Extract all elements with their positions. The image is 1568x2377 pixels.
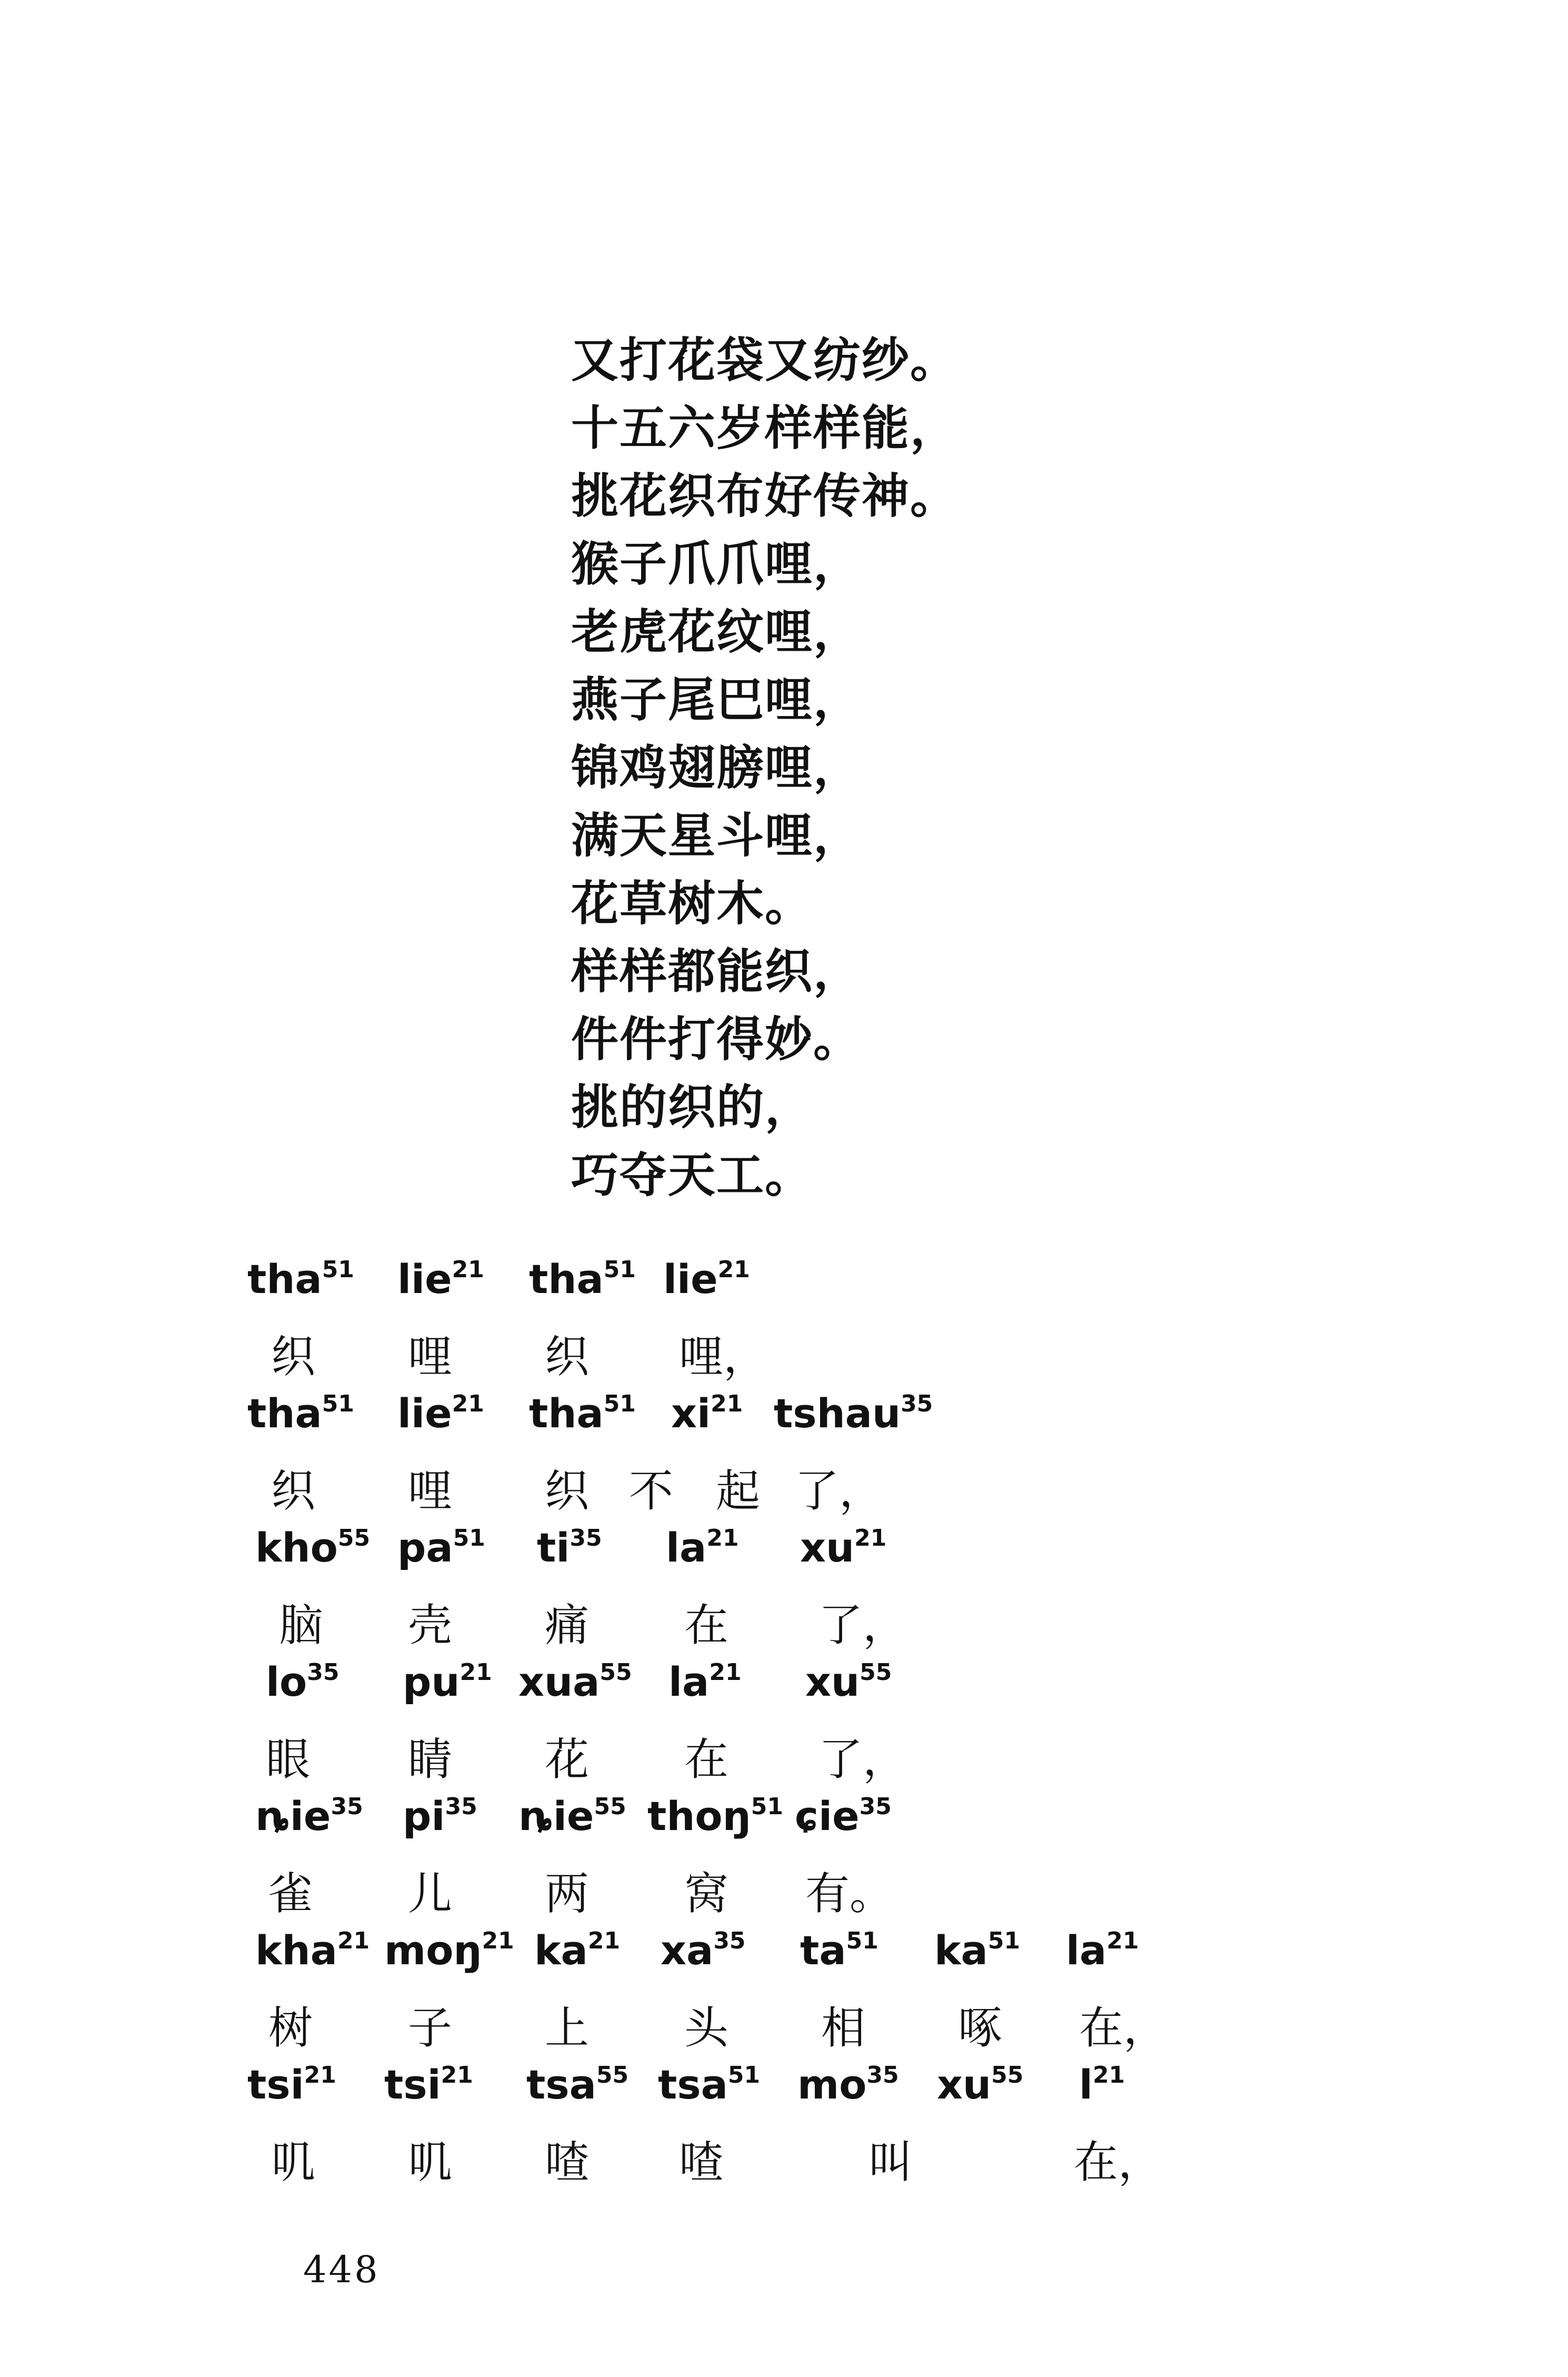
syllable-text: tsi — [384, 2061, 441, 2108]
syllable — [247, 1256, 354, 1302]
syllable — [384, 1927, 514, 1974]
tone-number: 35 — [570, 1525, 602, 1551]
poem-line: 挑的织的， — [571, 1080, 813, 1135]
syllable-text: tsi — [247, 2061, 304, 2108]
poem-line: 锦鸡翅膀哩， — [571, 740, 862, 795]
tone-number: 35 — [901, 1390, 933, 1417]
poem-line: 件件打得妙。 — [571, 1012, 862, 1067]
tone-number: 51 — [727, 2062, 761, 2088]
tone-number: 21 — [854, 1525, 887, 1551]
syllable-text: la — [666, 1524, 707, 1571]
syllable — [1066, 1927, 1139, 1974]
syllable-text: ȵie — [255, 1793, 331, 1839]
syllable-text: xu — [805, 1658, 860, 1705]
tone-number: 21 — [717, 1256, 750, 1283]
gloss-character: 叫 — [868, 2136, 913, 2188]
syllable-text: tha — [529, 1390, 604, 1437]
tone-number: 21 — [452, 1256, 484, 1283]
gloss-character: 上 — [545, 2002, 590, 2054]
tone-number: 21 — [441, 2062, 473, 2088]
tone-number: 55 — [596, 2062, 629, 2088]
syllable-text: tsa — [526, 2061, 596, 2108]
syllable-text: xa — [661, 1927, 714, 1974]
gloss-character: 织 — [271, 1331, 316, 1383]
syllable — [647, 1793, 783, 1839]
gloss-character: 花 — [545, 1734, 590, 1785]
poem-line: 巧夺天工。 — [571, 1148, 813, 1203]
syllable-text: xua — [518, 1658, 600, 1705]
gloss-character: 窝 — [684, 1868, 729, 1919]
tone-number: 51 — [603, 1256, 636, 1283]
tone-number: 21 — [711, 1390, 743, 1417]
syllable — [537, 1524, 602, 1571]
syllable — [534, 1927, 620, 1974]
gloss-character: 雀 — [268, 1868, 313, 1919]
gloss-character: 树 — [268, 2002, 313, 2054]
gloss-character: 哩， — [679, 1331, 768, 1383]
syllable — [774, 1390, 933, 1437]
syllable — [529, 1256, 636, 1302]
tone-number: 21 — [482, 1927, 514, 1954]
poem-line: 燕子尾巴哩， — [571, 672, 862, 728]
syllable-text: tha — [529, 1256, 604, 1302]
syllable-text: pa — [397, 1524, 453, 1571]
tone-number: 21 — [460, 1659, 492, 1686]
syllable-text: xu — [937, 2061, 992, 2108]
gloss-character: 痛 — [545, 1599, 590, 1651]
tone-number: 35 — [307, 1659, 339, 1686]
page-number: 448 — [303, 2248, 380, 2291]
syllable — [255, 1927, 369, 1974]
gloss-character: 喳 — [545, 2136, 590, 2188]
gloss-character: 在， — [1074, 2136, 1163, 2188]
syllable — [934, 1927, 1020, 1974]
gloss-character: 头 — [684, 2002, 729, 2054]
gloss-character: 哩 — [408, 1465, 453, 1517]
syllable — [795, 1793, 892, 1839]
gloss-character: 了， — [818, 1599, 907, 1651]
syllable-text: xi — [671, 1390, 711, 1437]
syllable-text: lie — [397, 1256, 452, 1302]
tone-number: 51 — [751, 1793, 783, 1820]
gloss-character: 脑 — [279, 1599, 324, 1651]
syllable-text: l — [1079, 2061, 1093, 2108]
poem-line: 又打花袋又纺纱。 — [571, 333, 958, 388]
syllable — [529, 1390, 636, 1437]
syllable — [397, 1390, 484, 1437]
tone-number: 51 — [987, 1927, 1021, 1954]
syllable-text: la — [1066, 1927, 1107, 1974]
syllable — [518, 1658, 632, 1705]
poem-line: 样样都能织， — [571, 944, 862, 999]
gloss-character: 织 — [545, 1331, 590, 1383]
tone-number: 21 — [1106, 1927, 1139, 1954]
syllable — [247, 2061, 336, 2108]
gloss-character: 在 — [684, 1599, 729, 1651]
gloss-character: 哩 — [408, 1331, 453, 1383]
syllable-text: tshau — [774, 1390, 901, 1437]
syllable — [384, 2061, 473, 2108]
poem-line: 十五六岁样样能， — [571, 401, 958, 456]
tone-number: 21 — [304, 2062, 336, 2088]
syllable — [255, 1793, 363, 1839]
syllable — [658, 2061, 760, 2108]
syllable — [266, 1658, 339, 1705]
tone-number: 51 — [453, 1525, 485, 1551]
gloss-character: 儿 — [408, 1868, 453, 1919]
tone-number: 35 — [445, 1793, 477, 1820]
tone-number: 21 — [337, 1927, 370, 1954]
syllable-text: tha — [247, 1256, 322, 1302]
tone-number: 55 — [594, 1793, 626, 1820]
syllable-text: ta — [800, 1927, 846, 1974]
syllable-text: tha — [247, 1390, 322, 1437]
syllable — [661, 1927, 746, 1974]
gloss-character: 啄 — [958, 2002, 1003, 2054]
syllable — [1079, 2061, 1125, 2108]
syllable-text: ti — [537, 1524, 570, 1571]
gloss-character: 叽 — [408, 2136, 453, 2188]
syllable-text: lie — [397, 1390, 452, 1437]
syllable-text: lie — [663, 1256, 718, 1302]
syllable — [666, 1524, 739, 1571]
tone-number: 35 — [866, 2062, 899, 2088]
tone-number: 21 — [709, 1659, 742, 1686]
syllable-text: mo — [797, 2061, 867, 2108]
poem-stanza — [571, 326, 958, 1209]
poem-line: 满天星斗哩， — [571, 808, 862, 863]
gloss-character: 睛 — [408, 1734, 453, 1785]
syllable — [403, 1793, 477, 1839]
gloss-character: 眼 — [266, 1734, 311, 1785]
gloss-character: 在， — [1079, 2002, 1168, 2054]
gloss-character: 织 — [545, 1465, 590, 1517]
syllable-text: ka — [534, 1927, 588, 1974]
tone-number: 35 — [713, 1927, 746, 1954]
tone-number: 55 — [600, 1659, 632, 1686]
syllable-text: ɕie — [795, 1793, 860, 1839]
syllable — [937, 2061, 1023, 2108]
tone-number: 51 — [322, 1390, 354, 1417]
gloss-character: 壳 — [408, 1599, 453, 1651]
syllable — [403, 1658, 492, 1705]
gloss-character: 叽 — [271, 2136, 316, 2188]
tone-number: 35 — [331, 1793, 363, 1820]
syllable-text: kho — [255, 1524, 338, 1571]
syllable-text: ȵie — [518, 1793, 594, 1839]
tone-number: 51 — [846, 1927, 878, 1954]
gloss-character: 了， — [818, 1734, 907, 1785]
syllable — [805, 1658, 892, 1705]
syllable — [797, 2061, 899, 2108]
tone-number: 51 — [322, 1256, 354, 1283]
gloss-character: 有。 — [805, 1868, 894, 1919]
gloss-character: 了， — [795, 1465, 884, 1517]
tone-number: 21 — [706, 1525, 739, 1551]
syllable-text: thoŋ — [647, 1793, 751, 1839]
syllable-text: pi — [403, 1793, 445, 1839]
syllable-text: la — [668, 1658, 710, 1705]
syllable-text: tsa — [658, 2061, 728, 2108]
tone-number: 21 — [452, 1390, 484, 1417]
gloss-character: 织 — [271, 1465, 316, 1517]
syllable — [668, 1658, 742, 1705]
poem-line: 花草树木。 — [571, 876, 813, 931]
poem-line: 挑花织布好传神。 — [571, 469, 958, 524]
syllable — [247, 1390, 354, 1437]
syllable-text: ka — [934, 1927, 988, 1974]
gloss-character: 相 — [821, 2002, 866, 2054]
syllable-text: kha — [255, 1927, 337, 1974]
tone-number: 35 — [859, 1793, 892, 1820]
syllable — [397, 1256, 484, 1302]
syllable-text: lo — [266, 1658, 307, 1705]
gloss-character: 喳 — [679, 2136, 724, 2188]
syllable — [671, 1390, 743, 1437]
gloss-character: 在 — [684, 1734, 729, 1785]
tone-number: 51 — [603, 1390, 636, 1417]
syllable — [518, 1793, 626, 1839]
gloss-character: 两 — [545, 1868, 590, 1919]
tone-number: 21 — [1093, 2062, 1125, 2088]
syllable — [526, 2061, 628, 2108]
syllable — [255, 1524, 370, 1571]
tone-number: 55 — [337, 1525, 371, 1551]
tone-number: 55 — [860, 1659, 892, 1686]
syllable — [397, 1524, 485, 1571]
syllable-text: moŋ — [384, 1927, 482, 1974]
gloss-character: 子 — [408, 2002, 453, 2054]
syllable — [663, 1256, 750, 1302]
syllable — [800, 1524, 886, 1571]
syllable — [800, 1927, 878, 1974]
poem-line: 老虎花纹哩， — [571, 604, 862, 660]
gloss-character: 起 — [716, 1465, 761, 1517]
tone-number: 21 — [587, 1927, 621, 1954]
syllable-text: pu — [403, 1658, 460, 1705]
tone-number: 55 — [991, 2062, 1024, 2088]
poem-line: 猴子爪爪哩， — [571, 536, 862, 592]
gloss-character: 不 — [629, 1465, 674, 1517]
syllable-text: xu — [800, 1524, 855, 1571]
